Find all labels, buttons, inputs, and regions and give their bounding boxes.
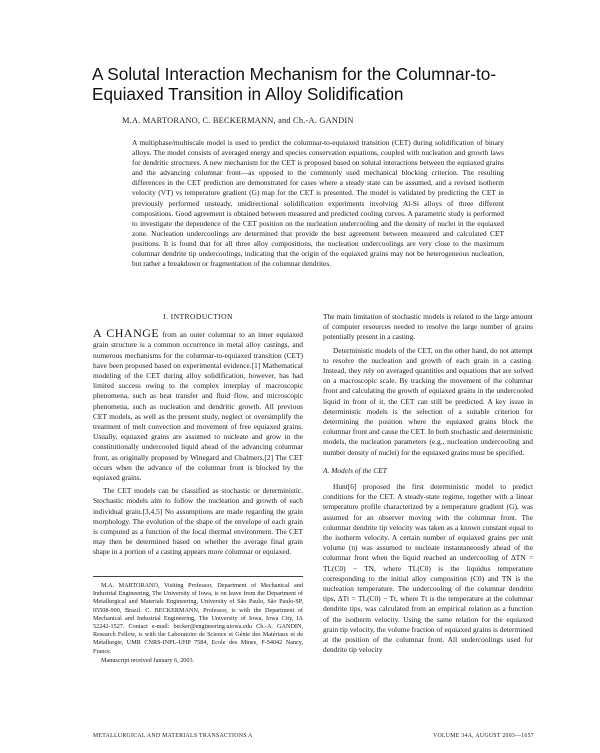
footer-volume-page: VOLUME 34A, AUGUST 2003—1657 — [432, 733, 534, 739]
right-paragraph-3: Hunt[6] proposed the first deterministic model to predict conditions for the CET. A steady-state regime, together with a linear temperature profile characterized by a temperature gradient (G), was assumed for an observer moving with the columnar front. The columnar dendrite tip velocity was taken as a known constant equal to the isotherm velocity. A certain number of equiaxed grains per unit volume (n) was assumed to nucleate instantaneously ahead of the columnar front when the liquid reached an undercooling of ΔTN = TL(C0) − TN, where TL(C0) is the liquidus temperature corresponding to the initial alloy composition (C0) and TN is the nucleation temperature. The undercooling of the columnar dendrite tips, ΔTt = TL(C0) − Tt, where Tt is the temperature at the columnar dendrite tips, was calculated from an empirical relation as a function of the isotherm velocity. Using the same relation for the equiaxed grain tip velocity, the volume fraction of equiaxed grains is determined at the position of the columnar front. All undercoolings used for dendrite tip velocity — [323, 482, 533, 655]
left-column — [93, 312, 303, 561]
intro-paragraph-1 — [93, 328, 303, 483]
right-column — [323, 312, 533, 659]
right-paragraph-1: The main limitation of stochastic models is related to the large amount of computer resources needed to resolve the large number of grains potentially present in a casting. — [323, 312, 533, 342]
footnote-affiliations: M.A. MARTORANO, Visiting Professor, Department of Mechanical and Industrial Engineering, The University of Iowa, is on leave from the Department of Metallurgical and Materials Engineering, University of São Paulo, São Paulo-SP, 05508-900, Brazil. C. BECKERMANN, Professor, is with the Department of Mechanical and Industrial Engineering, The University of Iowa, Iowa City, IA 52242-1527. Contact e-mail: becker@engineering.uiowa.edu Ch.-A. GANDIN, Research Fellow, is with the Laboratoire de Science et Génie des Matériaux et de Métallurgie, UMR CNRS-INPL-UHP 7584, Ecole des Mines, F-54042 Nancy, France. — [93, 582, 303, 655]
footer-journal: METALLURGICAL AND MATERIALS TRANSACTIONS A — [93, 733, 253, 739]
author-footnote — [93, 582, 303, 666]
author-list: M.A. MARTORANO, C. BECKERMANN, and Ch.-A. GANDIN — [122, 116, 354, 125]
footnote-received: Manuscript received January 6, 2003. — [101, 656, 195, 664]
intro-paragraph-2: The CET models can be classified as stochastic or deterministic. Stochastic models aim to follow the nucleation and growth of each individual grain.[3,4,5] No assumptions are made regarding the grain morphology. The evolution of the shape of the envelope of each grain is computed as a function of the local thermal environment. The CET may then be determined based on whether the average final grain shape in a portion of a casting appears more columnar or equiaxed. — [93, 486, 303, 557]
intro-paragraph-1-text: from an outer columnar to an inner equiaxed grain structure is a common occurrence in metal alloy castings, and numerous mechanisms for the columnar-to-equiaxed transition (CET) have been proposed based on experimental evidence.[1] Mathematical modeling of the CET during alloy solidification, however, has had limited success owing to the complex interplay of macroscopic phenomena, such as heat transfer and fluid flow, and microscopic phenomena, such as nucleation and dendritic growth. All previous CET models, as well as the present study, neglect or oversimplify the treatment of melt convection and movement of free equiaxed grains. Usually, equiaxed grains are assumed to nucleate and grow in the constitutionally undercooled liquid ahead of the advancing columnar front, as originally proposed by Winegard and Chalmers.[2] The CET occurs when the advance of the columnar front is blocked by the equiaxed grains. — [93, 330, 303, 483]
abstract: A multiphase/multiscale model is used to predict the columnar-to-equiaxed transition (CET) during solidification of binary alloys. The model consists of averaged energy and species conservation equations, coupled with nucleation and growth laws for dendritic structures. A new mechanism for the CET is proposed based on solutal interactions between the equiaxed grains and the advancing columnar front—as opposed to the commonly used mechanical blocking criterion. The resulting differences in the CET prediction are demonstrated for cases where a steady state can be assumed, and a revised isotherm velocity (VT) vs temperature gradient (G) map for the CET is presented. The model is validated by predicting the CET in previously performed unsteady, unidirectional solidification experiments involving Al-Si alloys of three different compositions. Good agreement is obtained between measured and predicted cooling curves. A parametric study is performed to investigate the dependence of the CET position on the nucleation undercooling and the density of nuclei in the equiaxed zone. Nucleation undercoolings are determined that provide the best agreement between measured and calculated CET positions. It is found that for all three alloy compositions, the nucleation undercoolings are very close to the maximum columnar dendrite tip undercoolings, indicating that the origin of the equiaxed grains may not be heterogeneous nucleation, but rather a breakdown or fragmentation of the columnar dendrites. — [132, 138, 504, 269]
section-heading-introduction: I. INTRODUCTION — [163, 312, 233, 321]
subsection-heading-models: A. Models of the CET — [323, 465, 387, 475]
paper-title: A Solutal Interaction Mechanism for the Columnar-to-Equiaxed Transition in Alloy Solidification — [92, 64, 497, 104]
right-paragraph-2: Deterministic models of the CET, on the other hand, do not attempt to resolve the nucleation and growth of each grain in a casting. Instead, they rely on averaged quantities and equations that are solved on a macroscopic scale. By tracking the movement of the columnar front and calculating the growth of equiaxed grains in the undercooled liquid in front of it, the CET can still be predicted. A key issue in deterministic models is the selection of a suitable criterion for determining the position where the equiaxed grains block the columnar front and cause the CET. In both stochastic and deterministic models, the nucleation parameters (e.g., nucleation undercooling and number density of nuclei) for the equiaxed grains must be specified. — [323, 345, 533, 457]
dropcap-text: A CHANGE — [93, 326, 160, 341]
footnote-divider — [93, 576, 303, 577]
